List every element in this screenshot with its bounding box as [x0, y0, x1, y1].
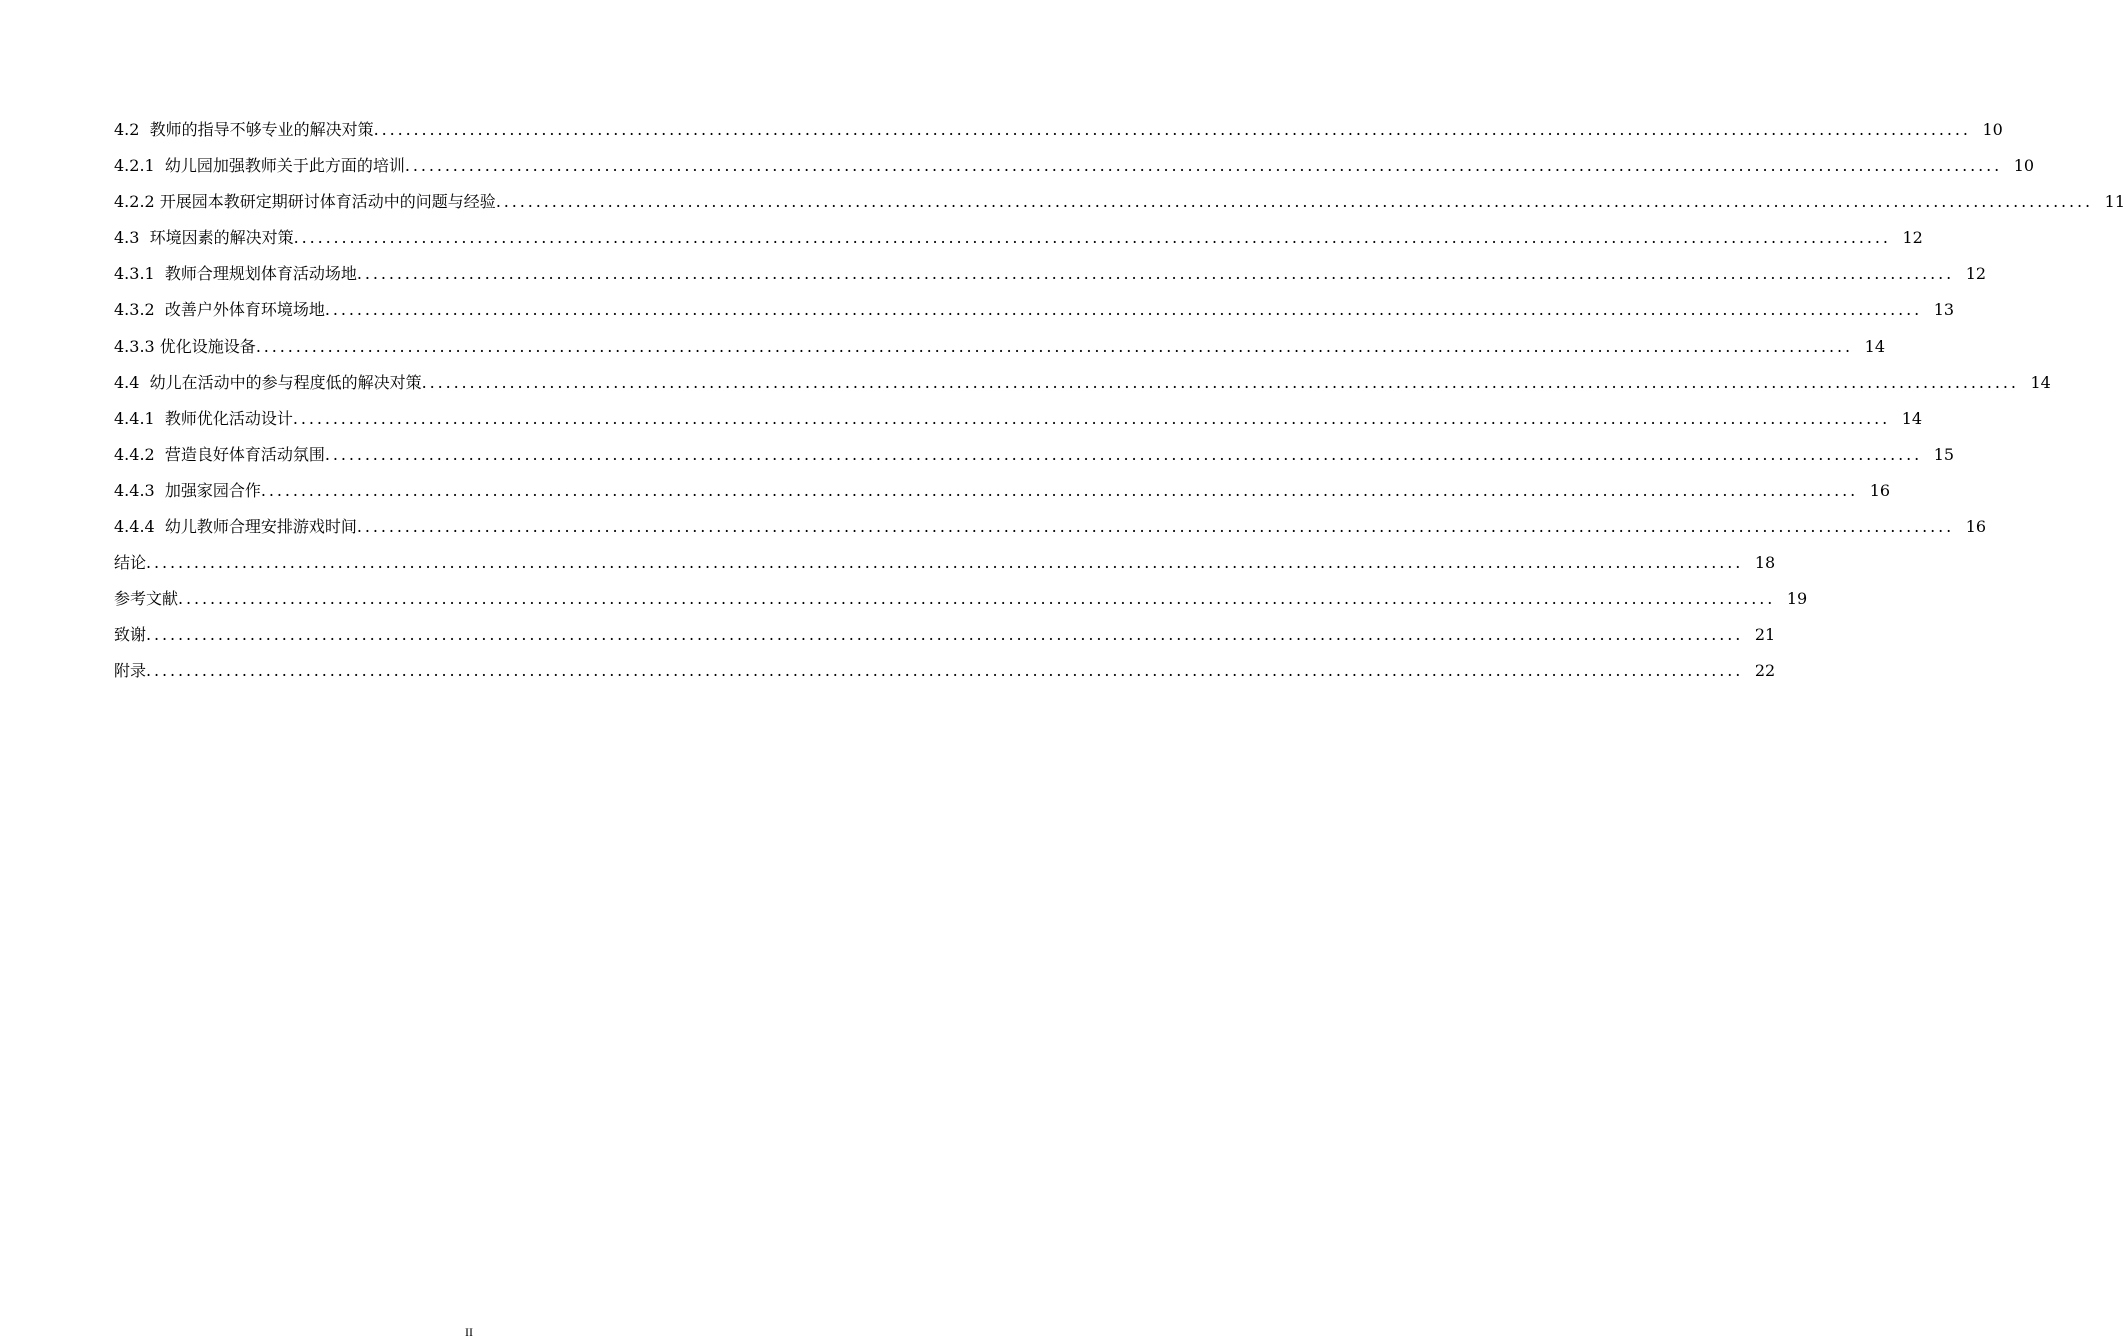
dot-leader: ........................................................................................................................................................................................................ [356, 517, 1955, 537]
toc-entry[interactable] [114, 617, 1776, 653]
toc-entry-title: 4.3.3 优化设施设备 [114, 336, 256, 356]
toc-entry-page: 12 [1965, 264, 1987, 284]
toc-entry-page: 15 [1933, 444, 1955, 464]
toc-entry-page: 13 [1933, 300, 1955, 320]
toc-entry-page: 14 [1864, 336, 1885, 356]
toc-entry-title: 参考文献 [114, 589, 179, 609]
dot-leader: ........................................................................................................................................................................................................ [495, 192, 2093, 212]
toc-entry[interactable] [114, 365, 2051, 401]
dot-leader: ........................................................................................................................................................................................................ [421, 372, 2019, 392]
dot-leader: ........................................................................................................................................................................................................ [293, 228, 1891, 248]
toc-entry-page: 19 [1786, 589, 1808, 609]
toc-entry-page: 14 [1901, 408, 1923, 428]
toc-entry-page: 16 [1965, 517, 1987, 537]
toc-entry-page: 16 [1869, 480, 1891, 500]
toc-entry[interactable] [114, 581, 1808, 617]
toc-entry-page: 21 [1754, 625, 1776, 645]
toc-entry-title: 附录 [114, 661, 147, 681]
toc-entry[interactable] [114, 401, 1923, 437]
toc-entry-page: 11 [2104, 192, 2125, 212]
toc-entry-title: 4.3.1 教师合理规划体育活动场地 [114, 264, 357, 284]
dot-leader: ........................................................................................................................................................................................................ [255, 336, 1853, 356]
toc-entry-page: 22 [1754, 661, 1776, 681]
toc-entry[interactable] [114, 473, 1891, 509]
dot-leader: ........................................................................................................................................................................................................ [324, 444, 1923, 464]
toc-entry[interactable] [114, 292, 1955, 328]
dot-leader: ........................................................................................................................................................................................................ [146, 625, 1744, 645]
toc-entry-title: 致谢 [114, 625, 147, 645]
toc-entry-title: 4.2.2 开展园本教研定期研讨体育活动中的问题与经验 [114, 192, 496, 212]
toc-entry-page: 18 [1754, 553, 1776, 573]
toc-entry[interactable] [114, 653, 1776, 691]
toc-entry-title: 4.3 环境因素的解决对策 [114, 228, 294, 248]
toc-entry-title: 4.3.2 改善户外体育环境场地 [114, 300, 325, 320]
toc-entry[interactable] [114, 545, 1776, 581]
dot-leader: ........................................................................................................................................................................................................ [373, 120, 1971, 139]
toc-entry-title: 结论 [114, 553, 147, 573]
dot-leader: ........................................................................................................................................................................................................ [324, 300, 1923, 320]
toc-entry[interactable] [114, 184, 2125, 220]
toc-entry-title: 4.4.4 幼儿教师合理安排游戏时间 [114, 517, 357, 537]
toc-entry-title: 4.4.1 教师优化活动设计 [114, 408, 293, 428]
toc-entry-title: 4.2.1 幼儿园加强教师关于此方面的培训 [114, 156, 405, 176]
toc-entry-page: 14 [2030, 372, 2051, 392]
toc-entry[interactable] [114, 220, 1923, 256]
dot-leader: ........................................................................................................................................................................................................ [356, 264, 1955, 284]
toc-entry-page: 10 [1982, 120, 2003, 139]
toc-entry-title: 4.4.2 营造良好体育活动氛围 [114, 444, 325, 464]
toc-entry[interactable] [114, 112, 2003, 148]
toc-entry[interactable] [114, 329, 1885, 365]
page-number: II [465, 1325, 473, 1339]
toc-entry-page: 12 [1902, 228, 1923, 248]
dot-leader: ........................................................................................................................................................................................................ [146, 553, 1744, 573]
dot-leader: ........................................................................................................................................................................................................ [146, 661, 1744, 681]
toc-entry-title: 4.2 教师的指导不够专业的解决对策 [114, 120, 374, 139]
dot-leader: ........................................................................................................................................................................................................ [292, 408, 1891, 428]
toc-entry[interactable] [114, 256, 1987, 292]
toc-entry-title: 4.4.3 加强家园合作 [114, 480, 261, 500]
dot-leader: ........................................................................................................................................................................................................ [404, 156, 2003, 176]
toc-entry[interactable] [114, 148, 2035, 184]
toc-entry[interactable] [114, 509, 1987, 545]
toc-entry-title: 4.4 幼儿在活动中的参与程度低的解决对策 [114, 372, 422, 392]
toc-entry-page: 10 [2013, 156, 2035, 176]
table-of-contents [114, 112, 2125, 691]
dot-leader: ........................................................................................................................................................................................................ [178, 589, 1776, 609]
toc-entry[interactable] [114, 437, 1955, 473]
dot-leader: ........................................................................................................................................................................................................ [260, 480, 1859, 500]
